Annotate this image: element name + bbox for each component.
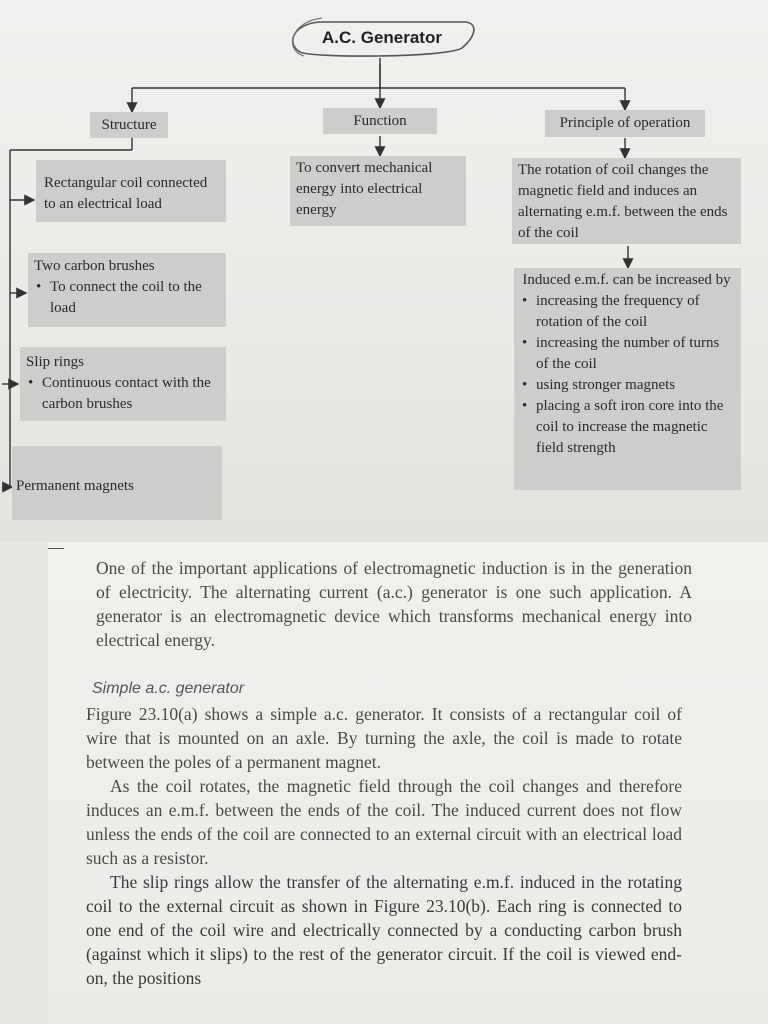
increase-item: • using stronger magnets bbox=[520, 375, 733, 396]
section-subheading: Simple a.c. generator bbox=[92, 680, 245, 697]
structure-coil-line-1: Rectangular coil connected bbox=[44, 175, 208, 191]
function-box: To convert mechanical energy into electrical energy bbox=[290, 156, 466, 226]
intro-text: One of the important applications of electromagnetic induction is in the generation of electricity. The alternating current (a.c.) generator is one such application. A generator is an electromagnetic device which transforms mechanical energy into electrical energy. bbox=[96, 558, 692, 650]
increase-box bbox=[514, 268, 741, 490]
slip-rings-bullet: • Continuous contact with the carbon brushes bbox=[26, 373, 220, 415]
brushes-title: Two carbon brushes bbox=[34, 258, 155, 274]
structure-item-coil bbox=[36, 160, 226, 222]
body-paragraphs bbox=[86, 702, 682, 990]
paragraph-1: Figure 23.10(a) shows a simple a.c. generator. It consists of a rectangular coil of wire that is mounted on an axle. By turning the axle, the coil is made to rotate between the poles of a permanent magnet. bbox=[86, 704, 682, 772]
increase-title: Induced e.m.f. can be increased by bbox=[522, 272, 731, 288]
margin-rule bbox=[48, 548, 64, 549]
principle-header: Principle of operation bbox=[545, 110, 705, 137]
intro-paragraph bbox=[96, 556, 692, 652]
map-title: A.C. Generator bbox=[322, 28, 442, 47]
paragraph-3: The slip rings allow the transfer of the alternating e.m.f. induced in the rotating coil to the external circuit as shown in Figure 23.10(b). Each ring is connected to one end of the coil wire and electrically connected by a conducting carbon brush (against which it slips) to the rest of the generator circuit. If the coil is viewed end-on, the positions bbox=[86, 872, 682, 988]
paragraph-2: As the coil rotates, the magnetic field through the coil changes and therefore induces an e.m.f. between the ends of the coil. The induced current does not flow unless the ends of the coil are connected to an external circuit with an electrical load such as a resistor. bbox=[86, 776, 682, 868]
structure-item-magnets bbox=[12, 446, 222, 520]
increase-item: • increasing the number of turns of the coil bbox=[520, 333, 733, 375]
increase-item: • increasing the frequency of rotation of the coil bbox=[520, 291, 733, 333]
increase-item: • placing a soft iron core into the coil to increase the magnetic field strength bbox=[520, 396, 733, 459]
text-page bbox=[48, 542, 768, 1024]
structure-item-slip-rings bbox=[20, 347, 226, 421]
function-header: Function bbox=[323, 108, 437, 134]
principle-box: The rotation of coil changes the magnetic field and induces an alternating e.m.f. between the ends of the coil bbox=[512, 158, 741, 244]
structure-coil-line-2: to an electrical load bbox=[44, 196, 162, 212]
structure-header: Structure bbox=[90, 112, 168, 138]
structure-item-brushes bbox=[28, 253, 226, 327]
slip-rings-title: Slip rings bbox=[26, 354, 84, 370]
brushes-bullet: • To connect the coil to the load bbox=[34, 277, 220, 319]
magnets-title: Permanent magnets bbox=[16, 478, 134, 494]
